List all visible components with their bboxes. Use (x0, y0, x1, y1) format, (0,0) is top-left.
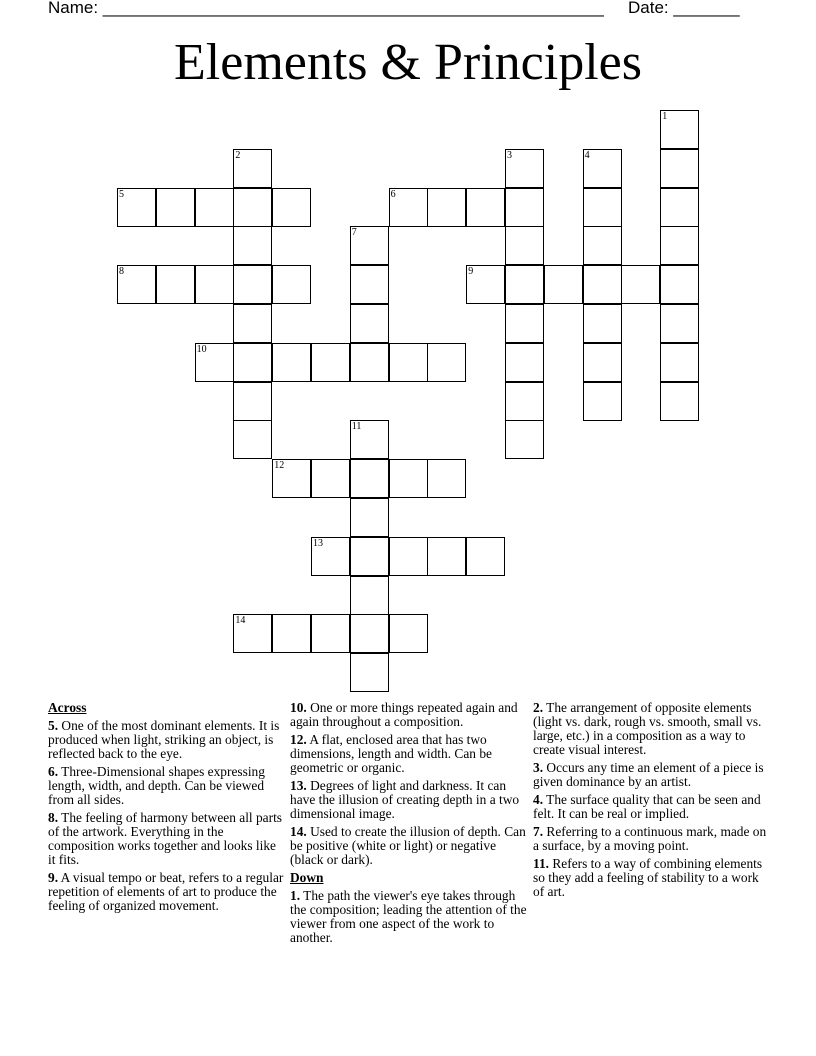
grid-cell[interactable] (311, 343, 350, 382)
grid-cell[interactable] (583, 382, 622, 421)
grid-cell[interactable] (233, 188, 272, 227)
grid-cell[interactable] (117, 265, 156, 304)
clue-number: 8 (119, 266, 124, 278)
grid-cell[interactable] (583, 226, 622, 265)
clue-number: 4 (584, 149, 590, 161)
clue-across-10: 10. One or more things repeated again and again throughout a composition. (290, 700, 518, 729)
grid-cell[interactable] (350, 653, 389, 692)
grid-cell[interactable] (505, 343, 544, 382)
grid-cell[interactable] (389, 614, 428, 653)
grid-cell[interactable] (350, 226, 389, 265)
grid-cell[interactable] (660, 265, 699, 304)
clue-number: 2 (235, 149, 241, 161)
clue-down-2: 2. The arrangement of opposite elements (light vs. dark, rough vs. smooth, small vs. large, etc.) in a composition as a way to create visual interest. (533, 700, 762, 757)
grid-cell[interactable] (350, 343, 389, 382)
grid-cell[interactable] (466, 265, 505, 304)
grid-cell[interactable] (389, 188, 428, 227)
grid-cell[interactable] (272, 343, 311, 382)
grid-cell[interactable] (350, 265, 389, 304)
grid-cell[interactable] (233, 420, 272, 459)
grid-cell[interactable] (466, 537, 505, 576)
grid-cell[interactable] (233, 304, 272, 343)
clue-down-1: 1. The path the viewer's eye takes through the composition; leading the attention of the viewer from one aspect of the work to another. (290, 888, 527, 945)
clue-number: 3 (507, 149, 512, 161)
grid-cell[interactable] (660, 382, 699, 421)
grid-cell[interactable] (505, 265, 544, 304)
grid-cell[interactable] (505, 149, 544, 188)
grid-cell[interactable] (505, 188, 544, 227)
page-title: Elements & Principles (174, 34, 642, 91)
grid-cell[interactable] (427, 459, 466, 498)
clue-number: 12 (274, 460, 285, 472)
across-heading: Across (48, 700, 87, 715)
grid-cell[interactable] (311, 614, 350, 653)
grid-cell[interactable] (389, 537, 428, 576)
grid-cell[interactable] (233, 382, 272, 421)
grid-cell[interactable] (272, 265, 311, 304)
clue-number: 11 (351, 421, 362, 433)
name-field: Name: _____________________________________________________ (48, 0, 604, 17)
down-heading: Down (290, 870, 324, 885)
grid-cell[interactable] (272, 614, 311, 653)
clue-number: 10 (196, 343, 207, 355)
clues-column-2 (290, 701, 528, 949)
grid-cell[interactable] (583, 188, 622, 227)
grid-cell[interactable] (195, 343, 234, 382)
grid-cell[interactable] (427, 343, 466, 382)
grid-cell[interactable] (660, 149, 699, 188)
clue-number: 7 (351, 227, 357, 239)
grid-cell[interactable] (350, 576, 389, 615)
clue-down-11: 11. Refers to a way of combining elements so they add a feeling of stability to a work of art. (533, 856, 763, 899)
grid-cell[interactable] (660, 304, 699, 343)
grid-cell[interactable] (621, 265, 660, 304)
grid-cell[interactable] (583, 343, 622, 382)
grid-cell[interactable] (660, 188, 699, 227)
grid-cell[interactable] (466, 188, 505, 227)
grid-cell[interactable] (350, 420, 389, 459)
clue-across-12: 12. A flat, enclosed area that has two dimensions, length and width. Can be geometric or organic. (290, 732, 492, 775)
grid-cell[interactable] (505, 420, 544, 459)
clue-number: 13 (313, 537, 323, 549)
grid-cell[interactable] (311, 537, 350, 576)
grid-cell[interactable] (389, 459, 428, 498)
grid-cell[interactable] (583, 149, 622, 188)
grid-cell[interactable] (660, 226, 699, 265)
clue-across-9: 9. A visual tempo or beat, refers to a regular repetition of elements of art to produce the feeling of organized movement. (48, 870, 284, 913)
grid-cell[interactable] (156, 265, 195, 304)
grid-cell[interactable] (427, 188, 466, 227)
clue-across-5: 5. One of the most dominant elements. It is produced when light, striking an object, is reflected back to the eye. (48, 718, 280, 761)
grid-cell[interactable] (311, 459, 350, 498)
clue-down-7: 7. Referring to a continuous mark, made on a surface, by a moving point. (533, 824, 767, 853)
clue-down-3: 3. Occurs any time an element of a piece is given dominance by an artist. (533, 760, 764, 789)
grid-cell[interactable] (233, 265, 272, 304)
grid-cell[interactable] (195, 265, 234, 304)
grid-cell[interactable] (156, 188, 195, 227)
grid-cell[interactable] (505, 304, 544, 343)
grid-cell[interactable] (505, 226, 544, 265)
grid-cell[interactable] (583, 304, 622, 343)
grid-cell[interactable] (233, 343, 272, 382)
clue-number: 5 (119, 188, 124, 200)
grid-cell[interactable] (117, 188, 156, 227)
grid-cell[interactable] (660, 343, 699, 382)
grid-cell[interactable] (505, 382, 544, 421)
clues-column-1 (48, 701, 286, 917)
clue-number: 6 (390, 188, 396, 200)
grid-cell[interactable] (427, 537, 466, 576)
grid-cell[interactable] (195, 188, 234, 227)
grid-cell[interactable] (350, 537, 389, 576)
clue-number: 9 (468, 266, 474, 278)
grid-cell[interactable] (350, 459, 389, 498)
grid-cell[interactable] (544, 265, 583, 304)
clue-across-6: 6. Three-Dimensional shapes expressing length, width, and depth. Can be viewed from all sides. (48, 764, 265, 807)
grid-cell[interactable] (350, 304, 389, 343)
grid-cell[interactable] (272, 459, 311, 498)
grid-cell[interactable] (272, 188, 311, 227)
clue-down-4: 4. The surface quality that can be seen and felt. It can be real or implied. (533, 792, 761, 821)
grid-cell[interactable] (350, 614, 389, 653)
clue-across-14: 14. Used to create the illusion of depth. Can be positive (white or light) or negative (black or dark). (290, 824, 526, 867)
clue-across-13: 13. Degrees of light and darkness. It can have the illusion of creating depth in a two dimensional image. (290, 778, 520, 821)
grid-cell[interactable] (583, 265, 622, 304)
grid-cell[interactable] (233, 614, 272, 653)
grid-cell[interactable] (233, 226, 272, 265)
clue-number: 1 (662, 111, 668, 122)
date-field: Date: _______ (628, 0, 740, 17)
grid-cell[interactable] (660, 110, 699, 149)
clues-column-3 (533, 701, 771, 903)
grid-cell[interactable] (389, 343, 428, 382)
clue-number: 14 (235, 615, 246, 627)
grid-cell[interactable] (233, 149, 272, 188)
grid-cell[interactable] (350, 498, 389, 537)
clue-across-8: 8. The feeling of harmony between all parts of the artwork. Everything in the composition works together and looks like it fits. (48, 810, 283, 867)
